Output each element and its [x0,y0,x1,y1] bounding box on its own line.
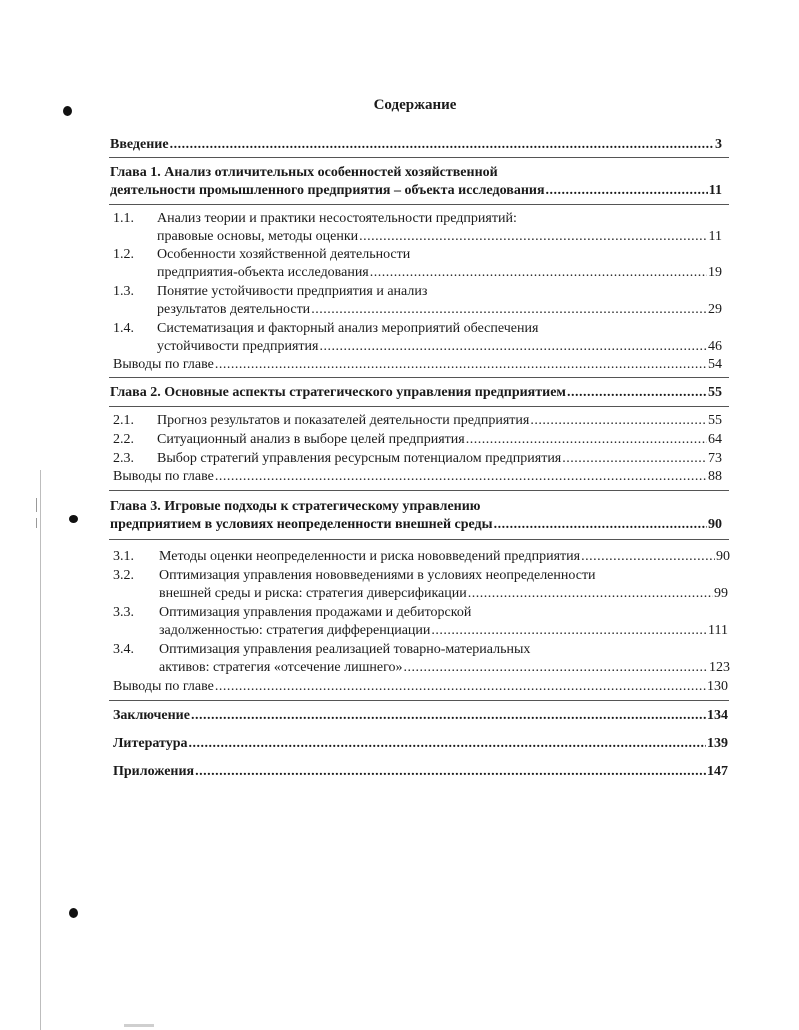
dot-leader [370,264,707,282]
toc-page-number: 54 [708,357,722,372]
chapter-1-title-cont: деятельности промышленного предприятия – объекта исследования [110,183,545,198]
section-title: Ситуационный анализ в выборе целей предприятия [157,432,465,447]
toc-entry-section [159,659,730,677]
toc-entry-section [157,450,722,468]
page-title: Содержание [373,97,457,113]
dot-leader [494,516,707,534]
toc-page-number: 73 [708,451,722,466]
toc-entry-section [157,301,722,319]
toc-page-number: 29 [708,302,722,317]
section-number: 3.1. [113,549,134,564]
dot-leader [431,622,707,640]
toc-page-number: 123 [709,660,730,675]
section-number: 3.2. [113,568,134,583]
toc-page-number: 90 [708,517,722,532]
toc-entry-section [157,264,722,282]
toc-page-number: 55 [708,413,722,428]
dot-leader [170,136,714,154]
toc-entry-conclusion [113,678,728,696]
toc-page-number: 90 [716,549,730,564]
section-number: 1.1. [113,211,134,226]
section-number: 1.4. [113,321,134,336]
conclusion-label: Выводы по главе [113,679,214,694]
dot-leader [468,585,713,603]
toc-page-number: 19 [708,265,722,280]
toc-page-number: 3 [715,137,722,152]
toc-entry-label: Заключение [113,708,190,723]
section-divider [109,700,729,701]
toc-page-number: 11 [708,229,722,244]
scan-speck [69,908,78,918]
toc-page-number: 64 [708,432,722,447]
section-number: 2.3. [113,451,134,466]
chapter-2-title: Глава 2. Основные аспекты стратегического управления предприятием [110,385,566,400]
section-divider [109,377,729,378]
section-title: Анализ теории и практики несостоятельности предприятий: [157,211,517,226]
section-number: 2.2. [113,432,134,447]
section-number: 1.3. [113,284,134,299]
section-title-cont: внешней среды и риска: стратегия диверсификации [159,586,467,601]
chapter-3-title-cont: предприятием в условиях неопределенности внешней среды [110,517,493,532]
scan-edge-mark [36,518,37,528]
toc-entry-label: Литература [113,736,188,751]
section-title-cont: результатов деятельности [157,302,311,317]
section-number: 3.3. [113,605,134,620]
section-title-cont: предприятия-объекта исследования [157,265,369,280]
section-divider [109,490,729,491]
section-title: Систематизация и факторный анализ мероприятий обеспечения [157,321,539,336]
section-divider [109,406,729,407]
toc-page-number: 147 [707,764,728,779]
dot-leader [215,678,706,696]
toc-entry-section [157,412,722,430]
conclusion-label: Выводы по главе [113,357,214,372]
toc-entry-closing [113,707,728,725]
section-title: Выбор стратегий управления ресурсным потенциалом предприятия [157,451,562,466]
conclusion-label: Выводы по главе [113,469,214,484]
dot-leader [191,707,706,725]
toc-entry-section [157,338,722,356]
dot-leader [311,301,707,319]
toc-page-number: 99 [714,586,728,601]
toc-entry-label: Введение [110,137,169,152]
toc-page-number: 130 [707,679,728,694]
toc-entry-section [157,431,722,449]
dot-leader [195,763,706,781]
section-title: Прогноз результатов и показателей деятельности предприятия [157,413,530,428]
section-number: 2.1. [113,413,134,428]
toc-entry-chapter-3 [110,516,722,534]
scan-edge-mark [124,1024,154,1027]
section-title-cont: задолженностью: стратегия дифференциации [159,623,431,638]
toc-page-number: 55 [708,385,722,400]
dot-leader [403,659,708,677]
toc-page-number: 11 [708,183,722,198]
dot-leader [567,384,707,402]
toc-page-number: 46 [708,339,722,354]
toc-entry-conclusion [113,356,722,374]
toc-entry-chapter-1 [110,182,722,200]
toc-entry-section [159,585,728,603]
section-divider [109,539,729,540]
toc-page-number: 88 [708,469,722,484]
toc-entry-label: Приложения [113,764,195,779]
dot-leader [581,548,715,566]
section-title: Методы оценки неопределенности и риска нововведений предприятия [159,549,581,564]
dot-leader [466,431,707,449]
toc-page-number: 139 [707,736,728,751]
dot-leader [215,468,707,486]
section-title-cont: правовые основы, методы оценки [157,229,359,244]
section-divider [109,157,729,158]
chapter-1-title: Глава 1. Анализ отличительных особенностей хозяйственной [110,165,498,180]
toc-entry-section [157,228,722,246]
dot-leader [189,735,707,753]
scan-edge-line [40,470,41,1030]
dot-leader [319,338,707,356]
section-title: Оптимизация управления реализацией товарно-материальных [159,642,531,657]
toc-entry-conclusion [113,468,722,486]
toc-entry-intro [110,136,722,154]
section-number: 3.4. [113,642,134,657]
scan-edge-mark [36,498,37,512]
toc-entry-chapter-2 [110,384,722,402]
section-title: Оптимизация управления продажами и дебиторской [159,605,472,620]
toc-entry-section [159,622,728,640]
toc-page-number: 134 [707,708,728,723]
dot-leader [546,182,708,200]
dot-leader [215,356,707,374]
toc-entry-section [159,548,730,566]
dot-leader [562,450,707,468]
toc-page-number: 111 [708,623,728,638]
section-title-cont: активов: стратегия «отсечение лишнего» [159,660,403,675]
section-title-cont: устойчивости предприятия [157,339,319,354]
chapter-3-title: Глава 3. Игровые подходы к стратегическому управлению [110,499,481,514]
dot-leader [530,412,707,430]
scan-speck [69,515,78,523]
toc-entry-closing [113,735,728,753]
section-number: 1.2. [113,247,134,262]
toc-entry-closing [113,763,728,781]
section-title: Оптимизация управления нововведениями в условиях неопределенности [159,568,596,583]
dot-leader [359,228,707,246]
section-title: Особенности хозяйственной деятельности [157,247,411,262]
section-title: Понятие устойчивости предприятия и анализ [157,284,428,299]
section-divider [109,204,729,205]
